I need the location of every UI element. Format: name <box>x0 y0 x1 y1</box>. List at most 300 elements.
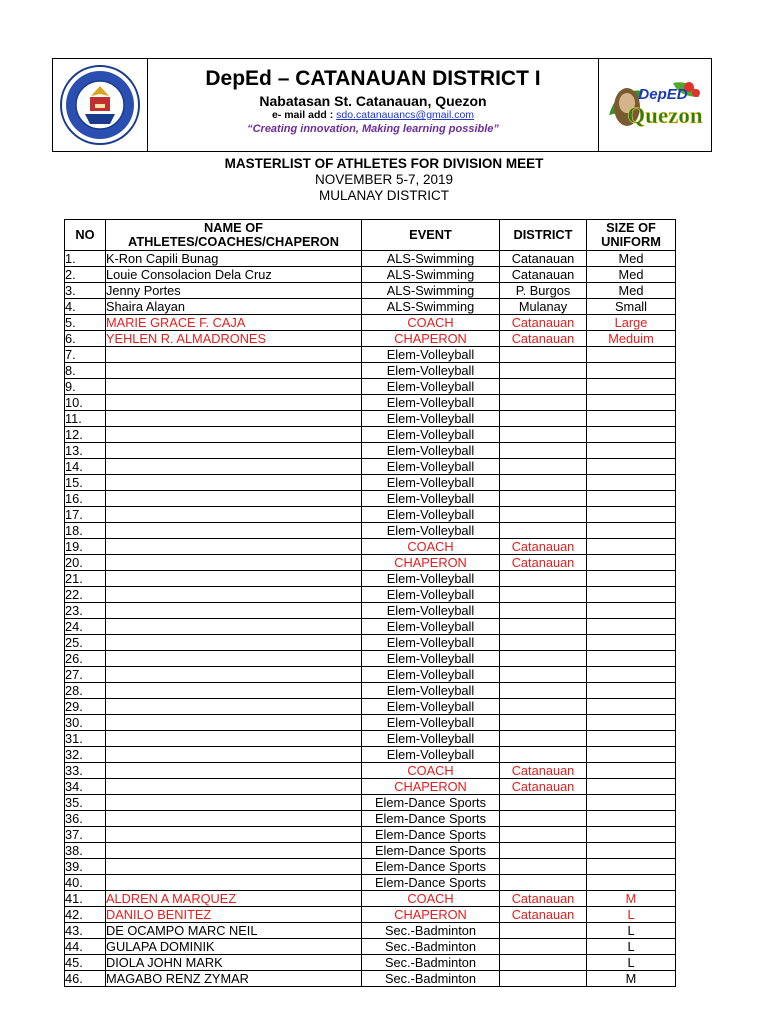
table-row <box>65 555 676 571</box>
athlete-name: DANILO BENITEZ <box>106 907 362 923</box>
row-number: 42. <box>65 907 106 923</box>
district-cell: P. Burgos <box>500 283 587 299</box>
size-cell <box>587 587 676 603</box>
event-cell: Elem-Volleyball <box>362 635 500 651</box>
event-cell: Elem-Volleyball <box>362 699 500 715</box>
event-cell: CHAPERON <box>362 331 500 347</box>
size-cell <box>587 699 676 715</box>
row-number: 3. <box>65 283 106 299</box>
size-cell <box>587 379 676 395</box>
district-cell <box>500 843 587 859</box>
size-cell: M <box>587 891 676 907</box>
district-cell: Catanauan <box>500 331 587 347</box>
size-cell <box>587 523 676 539</box>
event-cell: CHAPERON <box>362 779 500 795</box>
table-row <box>65 491 676 507</box>
size-cell <box>587 619 676 635</box>
event-cell: Elem-Volleyball <box>362 571 500 587</box>
event-cell: Elem-Volleyball <box>362 667 500 683</box>
event-cell: Elem-Volleyball <box>362 443 500 459</box>
athlete-name <box>106 363 362 379</box>
athlete-name <box>106 507 362 523</box>
athlete-name <box>106 859 362 875</box>
district-cell <box>500 635 587 651</box>
table-row <box>65 635 676 651</box>
district-cell <box>500 971 587 987</box>
table-row <box>65 299 676 315</box>
event-cell: Sec.-Badminton <box>362 971 500 987</box>
table-row <box>65 283 676 299</box>
row-number: 39. <box>65 859 106 875</box>
deped-seal-cell <box>53 59 148 151</box>
district-cell <box>500 651 587 667</box>
district-cell <box>500 859 587 875</box>
row-number: 16. <box>65 491 106 507</box>
row-number: 10. <box>65 395 106 411</box>
athlete-name <box>106 731 362 747</box>
email-line <box>148 109 598 122</box>
letterhead <box>52 58 712 152</box>
row-number: 1. <box>65 251 106 267</box>
athlete-name <box>106 379 362 395</box>
row-number: 21. <box>65 571 106 587</box>
email-link[interactable]: sdo.catanauancs@gmail.com <box>336 109 475 121</box>
event-cell: Elem-Volleyball <box>362 411 500 427</box>
district-cell <box>500 603 587 619</box>
table-row <box>65 939 676 955</box>
row-number: 45. <box>65 955 106 971</box>
size-cell <box>587 347 676 363</box>
row-number: 22. <box>65 587 106 603</box>
district-cell <box>500 667 587 683</box>
table-row <box>65 859 676 875</box>
event-cell: ALS-Swimming <box>362 251 500 267</box>
size-cell <box>587 443 676 459</box>
event-cell: ALS-Swimming <box>362 283 500 299</box>
document-venue: MULANAY DISTRICT <box>318 188 450 203</box>
size-cell <box>587 811 676 827</box>
table-row <box>65 411 676 427</box>
size-cell <box>587 459 676 475</box>
row-number: 28. <box>65 683 106 699</box>
table-row <box>65 651 676 667</box>
athlete-name <box>106 571 362 587</box>
table-row <box>65 363 676 379</box>
size-cell <box>587 475 676 491</box>
district-cell <box>500 571 587 587</box>
row-number: 17. <box>65 507 106 523</box>
athlete-name <box>106 683 362 699</box>
table-row <box>65 267 676 283</box>
document-date: NOVEMBER 5-7, 2019 <box>314 172 454 187</box>
district-cell: Catanauan <box>500 251 587 267</box>
event-cell: Elem-Dance Sports <box>362 811 500 827</box>
size-cell <box>587 507 676 523</box>
event-cell: Elem-Volleyball <box>362 651 500 667</box>
district-cell <box>500 363 587 379</box>
event-cell: Elem-Volleyball <box>362 363 500 379</box>
event-cell: COACH <box>362 539 500 555</box>
header-no: NO <box>65 220 106 251</box>
email-label: e- mail add : <box>271 109 334 121</box>
event-cell: Elem-Volleyball <box>362 619 500 635</box>
district-cell: Catanauan <box>500 267 587 283</box>
document-heading: MASTERLIST OF ATHLETES FOR DIVISION MEET <box>224 156 544 171</box>
event-cell: Elem-Volleyball <box>362 395 500 411</box>
district-cell <box>500 411 587 427</box>
size-cell: Med <box>587 283 676 299</box>
row-number: 2. <box>65 267 106 283</box>
table-row <box>65 523 676 539</box>
row-number: 44. <box>65 939 106 955</box>
athlete-name: YEHLEN R. ALMADRONES <box>106 331 362 347</box>
table-row <box>65 427 676 443</box>
table-body <box>65 251 676 987</box>
table-row <box>65 395 676 411</box>
row-number: 19. <box>65 539 106 555</box>
logo-quezon-text: Quezon <box>627 103 703 128</box>
size-cell: Med <box>587 251 676 267</box>
athlete-name <box>106 427 362 443</box>
athlete-name: MAGABO RENZ ZYMAR <box>106 971 362 987</box>
size-cell <box>587 843 676 859</box>
table-row <box>65 251 676 267</box>
athlete-name: ALDREN A MARQUEZ <box>106 891 362 907</box>
athlete-name <box>106 811 362 827</box>
header-district: DISTRICT <box>500 220 587 251</box>
district-cell: Catanauan <box>500 907 587 923</box>
size-cell: L <box>587 907 676 923</box>
table-row <box>65 715 676 731</box>
athlete-name <box>106 747 362 763</box>
row-number: 33. <box>65 763 106 779</box>
athlete-name <box>106 411 362 427</box>
athlete-name <box>106 843 362 859</box>
event-cell: Elem-Dance Sports <box>362 827 500 843</box>
district-cell <box>500 939 587 955</box>
table-row <box>65 619 676 635</box>
size-cell: Med <box>587 267 676 283</box>
athlete-name: Shaira Alayan <box>106 299 362 315</box>
header-event: EVENT <box>362 220 500 251</box>
district-cell: Catanauan <box>500 779 587 795</box>
row-number: 6. <box>65 331 106 347</box>
event-cell: Elem-Dance Sports <box>362 859 500 875</box>
size-cell <box>587 603 676 619</box>
row-number: 29. <box>65 699 106 715</box>
row-number: 26. <box>65 651 106 667</box>
district-cell <box>500 875 587 891</box>
row-number: 11. <box>65 411 106 427</box>
athlete-name: GULAPA DOMINIK <box>106 939 362 955</box>
size-cell: L <box>587 955 676 971</box>
size-cell <box>587 747 676 763</box>
table-row <box>65 923 676 939</box>
district-cell <box>500 491 587 507</box>
district-cell <box>500 699 587 715</box>
district-cell <box>500 443 587 459</box>
event-cell: Sec.-Badminton <box>362 939 500 955</box>
tagline: “Creating innovation, Making learning possible” <box>247 123 499 135</box>
row-number: 4. <box>65 299 106 315</box>
event-cell: Elem-Volleyball <box>362 507 500 523</box>
table-row <box>65 795 676 811</box>
masterlist-table <box>64 219 676 987</box>
district-cell <box>500 523 587 539</box>
district-cell <box>500 475 587 491</box>
row-number: 13. <box>65 443 106 459</box>
size-cell <box>587 715 676 731</box>
athlete-name <box>106 619 362 635</box>
size-cell: L <box>587 923 676 939</box>
district-cell <box>500 795 587 811</box>
row-number: 32. <box>65 747 106 763</box>
district-cell <box>500 923 587 939</box>
table-row <box>65 843 676 859</box>
event-cell: Elem-Volleyball <box>362 427 500 443</box>
district-cell <box>500 811 587 827</box>
size-cell <box>587 651 676 667</box>
athlete-name <box>106 667 362 683</box>
event-cell: Elem-Dance Sports <box>362 875 500 891</box>
athlete-name <box>106 555 362 571</box>
header-size <box>587 220 676 251</box>
district-cell: Catanauan <box>500 763 587 779</box>
size-cell <box>587 635 676 651</box>
athlete-name <box>106 459 362 475</box>
office-address: Nabatasan St. Catanauan, Quezon <box>259 93 487 109</box>
logo-deped-text: DepED <box>638 86 688 103</box>
event-cell: COACH <box>362 891 500 907</box>
district-cell: Catanauan <box>500 555 587 571</box>
deped-quezon-logo <box>603 65 707 145</box>
size-cell <box>587 859 676 875</box>
district-cell <box>500 715 587 731</box>
district-cell <box>500 955 587 971</box>
row-number: 30. <box>65 715 106 731</box>
table-header-row <box>65 220 676 251</box>
table-row <box>65 731 676 747</box>
athlete-name <box>106 539 362 555</box>
table-row <box>65 331 676 347</box>
table-row <box>65 603 676 619</box>
district-cell <box>500 827 587 843</box>
header-name-label: NAME OF ATHLETES/COACHES/CHAPERON <box>128 219 339 249</box>
row-number: 46. <box>65 971 106 987</box>
row-number: 38. <box>65 843 106 859</box>
size-cell: Small <box>587 299 676 315</box>
row-number: 36. <box>65 811 106 827</box>
table-row <box>65 443 676 459</box>
size-cell <box>587 795 676 811</box>
size-cell: L <box>587 939 676 955</box>
size-cell <box>587 411 676 427</box>
athlete-name <box>106 875 362 891</box>
row-number: 37. <box>65 827 106 843</box>
table-row <box>65 955 676 971</box>
event-cell: Elem-Volleyball <box>362 459 500 475</box>
event-cell: Sec.-Badminton <box>362 923 500 939</box>
athlete-name <box>106 587 362 603</box>
table-row <box>65 827 676 843</box>
table-row <box>65 779 676 795</box>
size-cell <box>587 427 676 443</box>
table-row <box>65 587 676 603</box>
athlete-name <box>106 395 362 411</box>
district-cell <box>500 459 587 475</box>
size-cell <box>587 763 676 779</box>
athlete-name <box>106 443 362 459</box>
event-cell: Elem-Volleyball <box>362 587 500 603</box>
table-row <box>65 507 676 523</box>
event-cell: Elem-Volleyball <box>362 747 500 763</box>
event-cell: Elem-Volleyball <box>362 379 500 395</box>
athlete-name <box>106 779 362 795</box>
event-cell: Elem-Volleyball <box>362 523 500 539</box>
event-cell: Elem-Dance Sports <box>362 795 500 811</box>
deped-seal-logo <box>59 64 141 146</box>
table-row <box>65 315 676 331</box>
document-title-block <box>0 156 768 204</box>
header-name <box>106 220 362 251</box>
district-cell <box>500 427 587 443</box>
event-cell: Elem-Dance Sports <box>362 843 500 859</box>
table-row <box>65 763 676 779</box>
event-cell: CHAPERON <box>362 555 500 571</box>
athlete-name: DE OCAMPO MARC NEIL <box>106 923 362 939</box>
header-size-label: SIZE OF UNIFORM <box>601 219 661 249</box>
event-cell: ALS-Swimming <box>362 267 500 283</box>
table-row <box>65 875 676 891</box>
event-cell: ALS-Swimming <box>362 299 500 315</box>
row-number: 15. <box>65 475 106 491</box>
row-number: 5. <box>65 315 106 331</box>
athlete-name <box>106 491 362 507</box>
event-cell: Elem-Volleyball <box>362 491 500 507</box>
event-cell: Elem-Volleyball <box>362 731 500 747</box>
athlete-name <box>106 763 362 779</box>
table-row <box>65 683 676 699</box>
district-cell <box>500 731 587 747</box>
size-cell <box>587 683 676 699</box>
district-cell <box>500 347 587 363</box>
size-cell: Meduim <box>587 331 676 347</box>
size-cell <box>587 555 676 571</box>
district-cell <box>500 507 587 523</box>
athlete-name: K-Ron Capili Bunag <box>106 251 362 267</box>
district-cell <box>500 395 587 411</box>
size-cell <box>587 731 676 747</box>
table-row <box>65 891 676 907</box>
row-number: 24. <box>65 619 106 635</box>
district-cell <box>500 619 587 635</box>
table-row <box>65 459 676 475</box>
table-row <box>65 747 676 763</box>
event-cell: Sec.-Badminton <box>362 955 500 971</box>
row-number: 18. <box>65 523 106 539</box>
athlete-name: DIOLA JOHN MARK <box>106 955 362 971</box>
event-cell: Elem-Volleyball <box>362 475 500 491</box>
event-cell: Elem-Volleyball <box>362 603 500 619</box>
table-row <box>65 539 676 555</box>
size-cell <box>587 827 676 843</box>
district-cell <box>500 683 587 699</box>
event-cell: CHAPERON <box>362 907 500 923</box>
event-cell: Elem-Volleyball <box>362 683 500 699</box>
size-cell <box>587 875 676 891</box>
table-row <box>65 571 676 587</box>
row-number: 12. <box>65 427 106 443</box>
district-cell: Catanauan <box>500 539 587 555</box>
athlete-name <box>106 347 362 363</box>
row-number: 14. <box>65 459 106 475</box>
table-row <box>65 699 676 715</box>
row-number: 23. <box>65 603 106 619</box>
row-number: 9. <box>65 379 106 395</box>
letterhead-text <box>148 59 598 151</box>
office-title: DepEd – CATANAUAN DISTRICT I <box>205 67 541 90</box>
athlete-name <box>106 603 362 619</box>
size-cell <box>587 491 676 507</box>
row-number: 34. <box>65 779 106 795</box>
event-cell: COACH <box>362 315 500 331</box>
district-cell <box>500 747 587 763</box>
row-number: 25. <box>65 635 106 651</box>
table-row <box>65 907 676 923</box>
district-cell: Catanauan <box>500 891 587 907</box>
athlete-name: MARIE GRACE F. CAJA <box>106 315 362 331</box>
row-number: 35. <box>65 795 106 811</box>
athlete-name <box>106 651 362 667</box>
athlete-name <box>106 827 362 843</box>
event-cell: Elem-Volleyball <box>362 347 500 363</box>
row-number: 31. <box>65 731 106 747</box>
district-cell <box>500 587 587 603</box>
row-number: 40. <box>65 875 106 891</box>
athlete-name <box>106 699 362 715</box>
athlete-name: Louie Consolacion Dela Cruz <box>106 267 362 283</box>
table-row <box>65 475 676 491</box>
athlete-name: Jenny Portes <box>106 283 362 299</box>
district-cell: Mulanay <box>500 299 587 315</box>
athlete-name <box>106 715 362 731</box>
size-cell <box>587 667 676 683</box>
row-number: 41. <box>65 891 106 907</box>
row-number: 8. <box>65 363 106 379</box>
size-cell: M <box>587 971 676 987</box>
table-row <box>65 347 676 363</box>
row-number: 7. <box>65 347 106 363</box>
table-row <box>65 811 676 827</box>
event-cell: COACH <box>362 763 500 779</box>
row-number: 43. <box>65 923 106 939</box>
table-row <box>65 971 676 987</box>
athlete-name <box>106 795 362 811</box>
athlete-name <box>106 475 362 491</box>
size-cell <box>587 571 676 587</box>
size-cell <box>587 363 676 379</box>
table-row <box>65 667 676 683</box>
row-number: 27. <box>65 667 106 683</box>
event-cell: Elem-Volleyball <box>362 715 500 731</box>
size-cell <box>587 395 676 411</box>
district-cell <box>500 379 587 395</box>
row-number: 20. <box>65 555 106 571</box>
size-cell: Large <box>587 315 676 331</box>
athlete-name <box>106 523 362 539</box>
table-row <box>65 379 676 395</box>
district-cell: Catanauan <box>500 315 587 331</box>
